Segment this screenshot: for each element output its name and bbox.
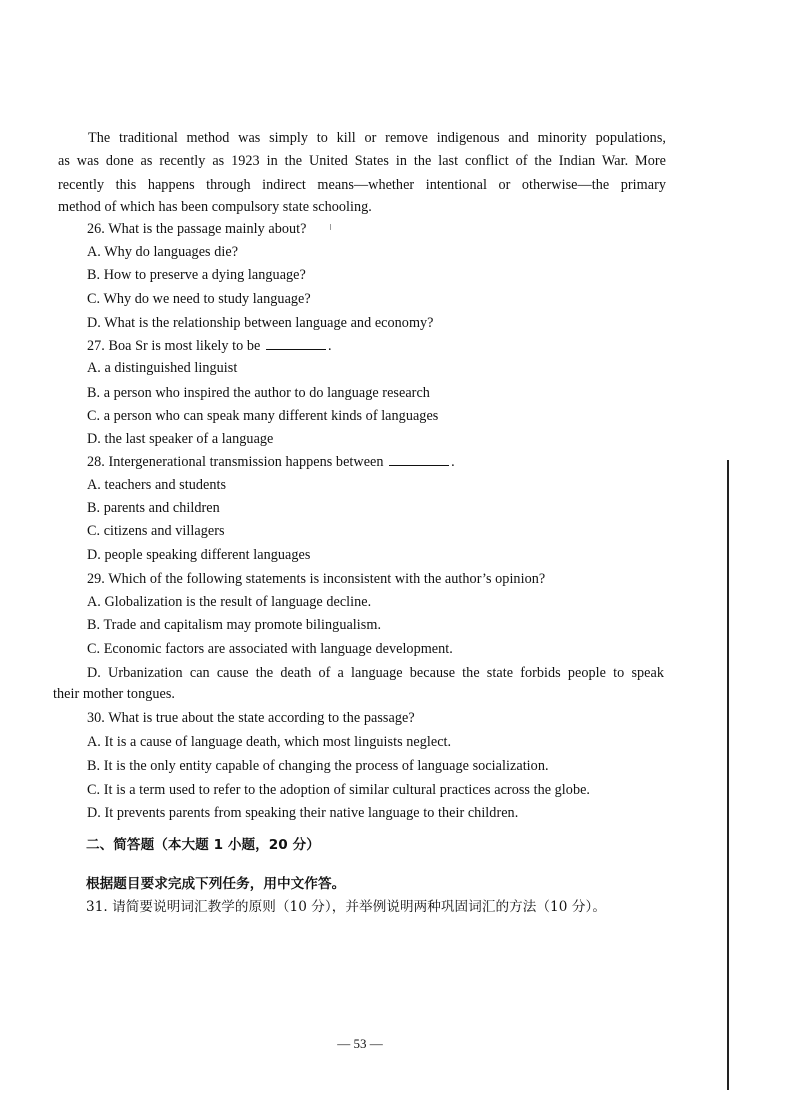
question-28-stem-row [87,452,455,472]
passage-line-4: method of which has been compulsory state schooling. [58,199,372,215]
question-29-option-c: C. Economic factors are associated with language development. [87,641,453,657]
question-26-option-d: D. What is the relationship between language and economy? [87,315,434,331]
question-28-option-d: D. people speaking different languages [87,547,311,563]
section-2-heading: 二、简答题（本大题 1 小题，20 分） [86,837,320,853]
question-27-option-a: A. a distinguished linguist [87,360,238,376]
question-28-period: . [451,454,455,470]
question-29-option-b: B. Trade and capitalism may promote bilingualism. [87,617,382,633]
question-28-option-a: A. teachers and students [87,477,227,493]
question-26-option-c: C. Why do we need to study language? [87,291,311,307]
question-26-stem: 26. What is the passage mainly about? [87,221,307,237]
question-28-stem: 28. Intergenerational transmission happens between [87,454,384,470]
question-30-option-b: B. It is the only entity capable of changing the process of language socialization. [87,758,549,774]
question-30-option-c: C. It is a term used to refer to the adoption of similar cultural practices across the globe. [87,782,591,798]
question-29-option-d-line-2: their mother tongues. [53,686,176,702]
answer-blank [389,453,449,466]
question-29-option-d-line-1: D. Urbanization can cause the death of a language because the state forbids people to speak [87,665,664,681]
question-26-option-a: A. Why do languages die? [87,244,239,260]
question-29-option-a: A. Globalization is the result of language decline. [87,594,372,610]
passage-line-3: recently this happens through indirect means—whether intentional or otherwise—the primary [58,177,666,193]
section-2-instruction: 根据题目要求完成下列任务，用中文作答。 [86,876,346,892]
scan-mark [330,224,331,230]
question-27-option-d: D. the last speaker of a language [87,431,274,447]
question-30-option-a: A. It is a cause of language death, which most linguists neglect. [87,734,452,750]
question-27-period: . [327,338,332,354]
passage-line-1: The traditional method was simply to kill or remove indigenous and minority populations, [88,130,666,146]
answer-blank [266,337,326,350]
question-27-option-b: B. a person who inspired the author to do language research [87,385,430,401]
question-27-stem-row [87,336,332,356]
passage-line-2: as was done as recently as 1923 in the United States in the last conflict of the Indian War. More [58,153,666,169]
question-27-stem: 27. Boa Sr is most likely to be [87,338,261,354]
question-26-option-b: B. How to preserve a dying language? [87,267,306,283]
question-27-option-c: C. a person who can speak many different kinds of languages [87,408,439,424]
question-29-stem: 29. Which of the following statements is inconsistent with the author’s opinion? [87,571,546,587]
page-number: — 53 — [337,1036,383,1051]
question-31: 31. 请简要说明词汇教学的原则（10 分），并举例说明两种巩固词汇的方法（10 分）。 [86,899,606,915]
question-28-option-c: C. citizens and villagers [87,523,225,539]
question-28-option-b: B. parents and children [87,500,220,516]
page-edge-line [727,460,729,1090]
question-30-option-d: D. It prevents parents from speaking their native language to their children. [87,805,519,821]
question-30-stem: 30. What is true about the state according to the passage? [87,710,415,726]
